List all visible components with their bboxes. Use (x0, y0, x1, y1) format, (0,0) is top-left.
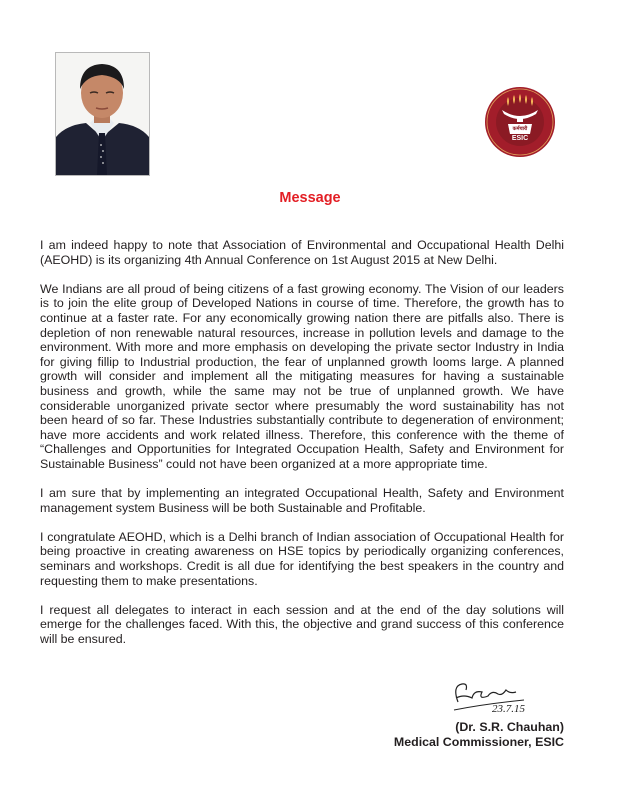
paragraph-congratulate: I congratulate AEOHD, which is a Delhi branch of Indian association of Occupational Health for being proactive in creating awareness on HSE topics by periodically organizing conferences, seminars and workshops. Credit is all due for identifying the best speakers in the country and requesting them to make presentations. (40, 529, 564, 588)
portrait-photo (55, 52, 150, 176)
paragraph-growth: We Indians are all proud of being citizens of a fast growing economy. The Vision of our leaders is to join the elite group of Developed Nations in course of time. Therefore, the growth has to continue at a faster rate. For any economically growing nation there are pitfalls also. There is depletion of non renewable natural resources, increase in pollution levels and damage to the environment. With more and more emphasis on developing the private sector Industry in India for giving fillip to Industrial production, the fear of unplanned growth looms large. A planned growth will consider and implement all the mitigating measures for having a sustainable business and growth, while the same may not be true of unplanned growth. We have considerable unorganized private sector where presumably the word sustainability has not been heard of so far. These Industries substantially contribute to degeneration of environment; have more accidents and work related illness. Therefore, this conference with the theme of “Challenges and Opportunities for Integrated Occupation Health, Safety and Environment for Sustainable Business” could not have been organized at a more appropriate time. (40, 281, 564, 471)
paragraph-intro: I am indeed happy to note that Association of Environmental and Occupational Health Delhi (AEOHD) is its organizing 4th Annual Conference on 1st August 2015 at New Delhi. (40, 238, 564, 267)
message-body (40, 238, 564, 661)
svg-text:ESIC: ESIC (511, 135, 529, 142)
svg-text:कर्मचारी: कर्मचारी (512, 126, 528, 132)
signatory-name: (Dr. S.R. Chauhan) (455, 720, 564, 734)
signatory-designation: Medical Commissioner, ESIC (393, 735, 564, 749)
person-portrait-icon (56, 53, 149, 175)
handwritten-signature-icon (444, 676, 564, 720)
esic-logo (484, 86, 556, 158)
paragraph-request: I request all delegates to interact in each session and at the end of the day solutions will emerge for the challenges faced. With this, the objective and grand success of this conference will be ensured. (40, 602, 564, 647)
signature-block (394, 676, 564, 750)
paragraph-integrated-system: I am sure that by implementing an integrated Occupational Health, Safety and Environment management system Business will be both Sustainable and Profitable. (40, 486, 564, 515)
svg-text:23.7.15: 23.7.15 (492, 703, 525, 715)
esic-emblem-icon (484, 86, 556, 158)
page-title: Message (279, 190, 341, 206)
